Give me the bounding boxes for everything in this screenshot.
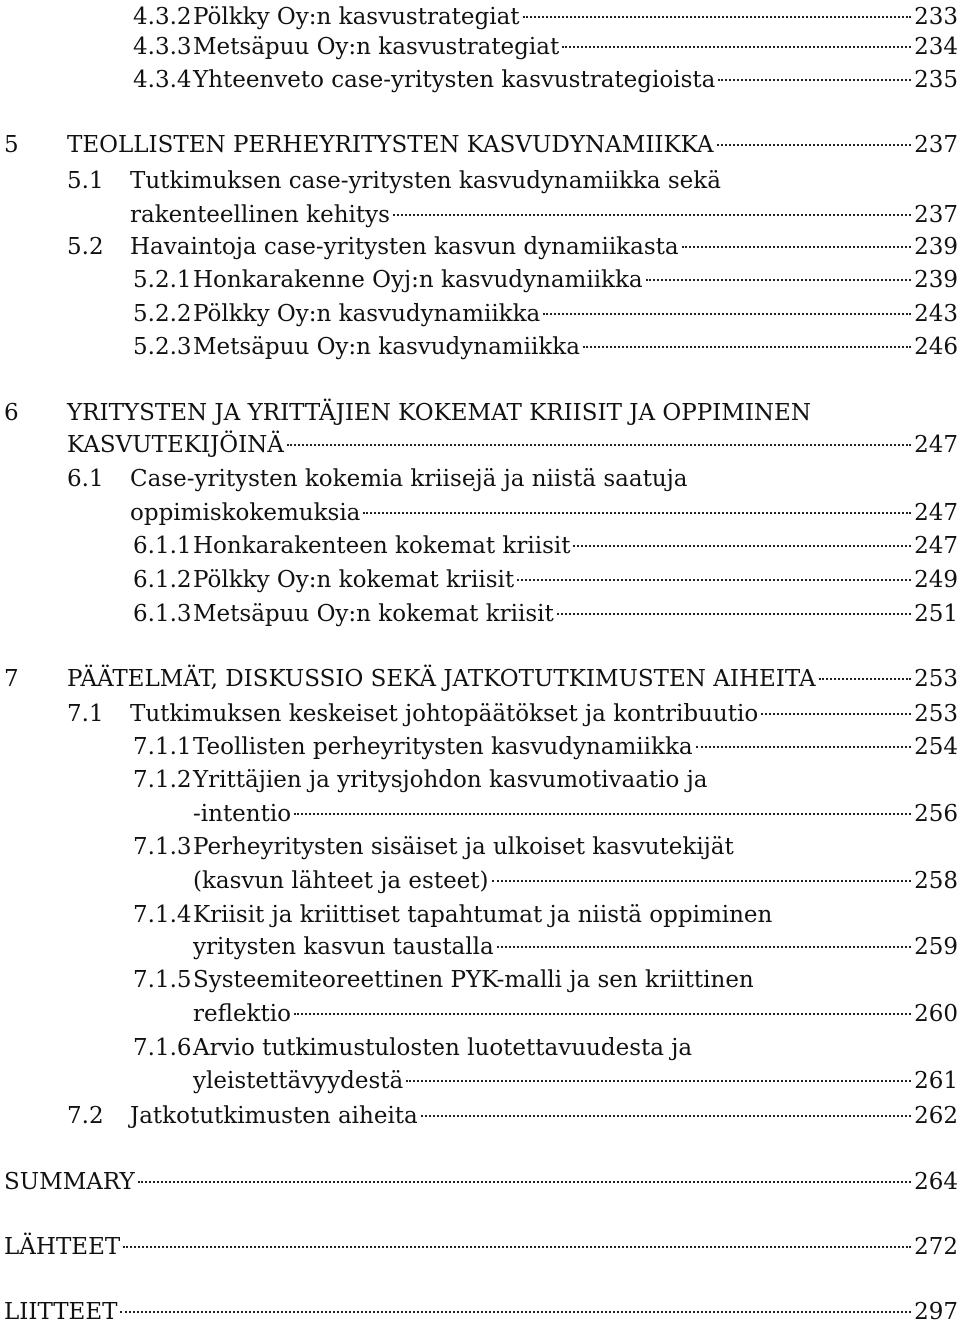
toc-entry[interactable] bbox=[193, 563, 958, 597]
toc-entry[interactable] bbox=[67, 428, 958, 462]
toc-entry-title: Pölkky Oy:n kokemat kriisit bbox=[193, 567, 515, 593]
toc-entry-title: Kriisit ja kriittiset tapahtumat ja niistä oppiminen bbox=[193, 902, 773, 928]
toc-entry-title: Havaintoja case-yritysten kasvun dynamiikasta bbox=[130, 234, 679, 260]
toc-entry-number: 7 bbox=[4, 666, 19, 692]
toc-entry-title: TEOLLISTEN PERHEYRITYSTEN KASVUDYNAMIIKKA bbox=[67, 132, 714, 158]
dot-leader bbox=[583, 346, 911, 348]
toc-entry-page-number: 237 bbox=[914, 132, 958, 158]
dot-leader bbox=[294, 813, 911, 815]
toc-entry[interactable] bbox=[193, 63, 958, 97]
toc-entry[interactable] bbox=[193, 830, 734, 864]
toc-entry-page-number: 233 bbox=[914, 4, 958, 30]
toc-entry-page-number: 246 bbox=[914, 334, 958, 360]
toc-entry-title: Metsäpuu Oy:n kokemat kriisit bbox=[193, 601, 554, 627]
toc-entry-page-number: 249 bbox=[914, 567, 958, 593]
toc-entry-number: 7.1 bbox=[67, 701, 104, 727]
toc-entry-page-number: 262 bbox=[914, 1103, 958, 1129]
toc-entry[interactable] bbox=[193, 330, 958, 364]
dot-leader bbox=[696, 746, 912, 748]
toc-entry-title: Pölkky Oy:n kasvudynamiikka bbox=[193, 301, 541, 327]
dot-leader bbox=[421, 1115, 911, 1117]
toc-entry-title: YRITYSTEN JA YRITTÄJIEN KOKEMAT KRIISIT JA OPPIMINEN bbox=[67, 400, 811, 426]
toc-entry-number: 5.2 bbox=[67, 234, 104, 260]
toc-entry[interactable] bbox=[193, 963, 754, 997]
dot-leader bbox=[761, 713, 911, 715]
toc-entry[interactable] bbox=[67, 396, 811, 430]
dot-leader bbox=[497, 946, 911, 948]
toc-entry[interactable] bbox=[193, 597, 958, 631]
toc-entry-title: yleistettävyydestä bbox=[193, 1068, 404, 1094]
dot-leader bbox=[646, 279, 911, 281]
toc-entry-title: Metsäpuu Oy:n kasvudynamiikka bbox=[193, 334, 580, 360]
toc-entry-title: Systeemiteoreettinen PYK-malli ja sen kriittinen bbox=[193, 967, 754, 993]
toc-entry-number: 5.2.2 bbox=[133, 301, 192, 327]
toc-entry-page-number: 239 bbox=[914, 234, 958, 260]
toc-entry-page-number: 297 bbox=[914, 1299, 958, 1325]
toc-entry-page-number: 259 bbox=[914, 934, 958, 960]
toc-entry-title: PÄÄTELMÄT, DISKUSSIO SEKÄ JATKOTUTKIMUSTEN AIHEITA bbox=[67, 666, 816, 692]
dot-leader bbox=[492, 880, 912, 882]
toc-entry[interactable] bbox=[193, 898, 772, 932]
toc-entry-page-number: 247 bbox=[914, 432, 958, 458]
toc-entry-page-number: 258 bbox=[914, 868, 958, 894]
toc-entry-page-number: 253 bbox=[914, 666, 958, 692]
toc-entry-number: 7.2 bbox=[67, 1103, 104, 1129]
toc-entry[interactable] bbox=[193, 1031, 692, 1065]
toc-entry[interactable] bbox=[193, 864, 958, 898]
toc-entry[interactable] bbox=[67, 662, 958, 696]
toc-entry-number: 7.1.6 bbox=[133, 1035, 192, 1061]
toc-entry-number: 6.1.3 bbox=[133, 601, 192, 627]
dot-leader bbox=[717, 144, 912, 146]
toc-entry[interactable] bbox=[130, 1099, 958, 1133]
toc-entry-page-number: 264 bbox=[914, 1169, 958, 1195]
toc-entry-number: 6.1.1 bbox=[133, 533, 192, 559]
toc-entry[interactable] bbox=[193, 0, 958, 34]
toc-entry[interactable] bbox=[4, 1295, 958, 1329]
toc-entry-title: Jatkotutkimusten aiheita bbox=[130, 1103, 418, 1129]
toc-entry[interactable] bbox=[193, 930, 958, 964]
toc-entry-page-number: 234 bbox=[914, 34, 958, 60]
toc-entry-title: rakenteellinen kehitys bbox=[130, 202, 390, 228]
dot-leader bbox=[363, 512, 911, 514]
toc-entry[interactable] bbox=[193, 797, 958, 831]
toc-entry-title: KASVUTEKIJÖINÄ bbox=[67, 432, 284, 458]
toc-entry-number: 5.1 bbox=[67, 168, 104, 194]
toc-entry-title: yritysten kasvun taustalla bbox=[193, 934, 494, 960]
toc-entry[interactable] bbox=[130, 496, 958, 530]
dot-leader bbox=[120, 1311, 911, 1313]
toc-entry-page-number: 247 bbox=[914, 533, 958, 559]
toc-entry[interactable] bbox=[130, 198, 958, 232]
toc-entry-number: 7.1.4 bbox=[133, 902, 192, 928]
toc-entry[interactable] bbox=[193, 297, 958, 331]
toc-entry-number: 4.3.3 bbox=[133, 34, 192, 60]
toc-entry-number: 4.3.2 bbox=[133, 4, 192, 30]
toc-entry-title: LÄHTEET bbox=[4, 1234, 121, 1260]
toc-entry[interactable] bbox=[193, 763, 708, 797]
toc-entry-title: Honkarakenne Oyj:n kasvudynamiikka bbox=[193, 267, 643, 293]
toc-entry-title: Honkarakenteen kokemat kriisit bbox=[193, 533, 571, 559]
toc-entry[interactable] bbox=[193, 1064, 958, 1098]
toc-entry-title: (kasvun lähteet ja esteet) bbox=[193, 868, 489, 894]
toc-entry-page-number: 247 bbox=[914, 500, 958, 526]
toc-entry[interactable] bbox=[130, 697, 958, 731]
toc-entry-number: 6.1 bbox=[67, 466, 104, 492]
toc-entry-number: 6.1.2 bbox=[133, 567, 192, 593]
dot-leader bbox=[543, 313, 911, 315]
toc-entry-page-number: 261 bbox=[914, 1068, 958, 1094]
toc-entry-title: Teollisten perheyritysten kasvudynamiikka bbox=[193, 734, 693, 760]
toc-entry-title: LIITTEET bbox=[4, 1299, 118, 1325]
toc-entry-number: 5 bbox=[4, 132, 19, 158]
toc-entry[interactable] bbox=[4, 1165, 958, 1199]
toc-entry[interactable] bbox=[193, 30, 958, 64]
toc-entry[interactable] bbox=[67, 128, 958, 162]
toc-entry-number: 6 bbox=[4, 400, 19, 426]
toc-entry-title: Tutkimuksen keskeiset johtopäätökset ja kontribuutio bbox=[130, 701, 759, 727]
toc-entry-number: 4.3.4 bbox=[133, 67, 192, 93]
toc-entry[interactable] bbox=[193, 997, 958, 1031]
toc-entry[interactable] bbox=[193, 529, 958, 563]
toc-entry-page-number: 243 bbox=[914, 301, 958, 327]
toc-entry-title: SUMMARY bbox=[4, 1169, 135, 1195]
toc-entry-page-number: 239 bbox=[914, 267, 958, 293]
toc-entry-number: 5.2.3 bbox=[133, 334, 192, 360]
toc-entry[interactable] bbox=[4, 1230, 958, 1264]
toc-entry-title: Pölkky Oy:n kasvustrategiat bbox=[193, 4, 520, 30]
dot-leader bbox=[406, 1080, 911, 1082]
toc-entry-title: Metsäpuu Oy:n kasvustrategiat bbox=[193, 34, 560, 60]
toc-entry[interactable] bbox=[130, 230, 958, 264]
dot-leader bbox=[123, 1246, 911, 1248]
dot-leader bbox=[523, 16, 912, 18]
toc-entry-page-number: 256 bbox=[914, 801, 958, 827]
toc-entry-page-number: 254 bbox=[914, 734, 958, 760]
dot-leader bbox=[819, 678, 912, 680]
dot-leader bbox=[557, 613, 911, 615]
toc-entry-number: 7.1.5 bbox=[133, 967, 192, 993]
toc-entry-title: Yhteenveto case-yritysten kasvustrategioista bbox=[193, 67, 716, 93]
toc-entry-title: Yrittäjien ja yritysjohdon kasvumotivaatio ja bbox=[193, 767, 708, 793]
toc-entry-title: Perheyritysten sisäiset ja ulkoiset kasvutekijät bbox=[193, 834, 734, 860]
toc-entry-page-number: 235 bbox=[914, 67, 958, 93]
toc-entry-title: reflektio bbox=[193, 1001, 291, 1027]
dot-leader bbox=[287, 444, 911, 446]
dot-leader bbox=[393, 214, 911, 216]
toc-entry[interactable] bbox=[193, 730, 958, 764]
toc-entry-number: 5.2.1 bbox=[133, 267, 192, 293]
toc-entry-title: -intentio bbox=[193, 801, 292, 827]
toc-entry-number: 7.1.1 bbox=[133, 734, 192, 760]
dot-leader bbox=[718, 79, 911, 81]
dot-leader bbox=[517, 579, 911, 581]
toc-entry[interactable] bbox=[130, 462, 687, 496]
toc-entry-page-number: 272 bbox=[914, 1234, 958, 1260]
toc-entry-number: 7.1.3 bbox=[133, 834, 192, 860]
toc-entry-page-number: 251 bbox=[914, 601, 958, 627]
toc-entry-page-number: 260 bbox=[914, 1001, 958, 1027]
toc-entry[interactable] bbox=[193, 263, 958, 297]
dot-leader bbox=[294, 1013, 911, 1015]
toc-entry-title: Arvio tutkimustulosten luotettavuudesta ja bbox=[193, 1035, 693, 1061]
toc-entry[interactable] bbox=[130, 164, 721, 198]
dot-leader bbox=[138, 1181, 911, 1183]
dot-leader bbox=[573, 545, 911, 547]
toc-entry-page-number: 237 bbox=[914, 202, 958, 228]
dot-leader bbox=[562, 46, 911, 48]
toc-entry-title: oppimiskokemuksia bbox=[130, 500, 361, 526]
toc-entry-number: 7.1.2 bbox=[133, 767, 192, 793]
dot-leader bbox=[682, 246, 912, 248]
toc-entry-title: Case-yritysten kokemia kriisejä ja niistä saatuja bbox=[130, 466, 688, 492]
toc-entry-page-number: 253 bbox=[914, 701, 958, 727]
toc-entry-title: Tutkimuksen case-yritysten kasvudynamiikka sekä bbox=[130, 168, 721, 194]
